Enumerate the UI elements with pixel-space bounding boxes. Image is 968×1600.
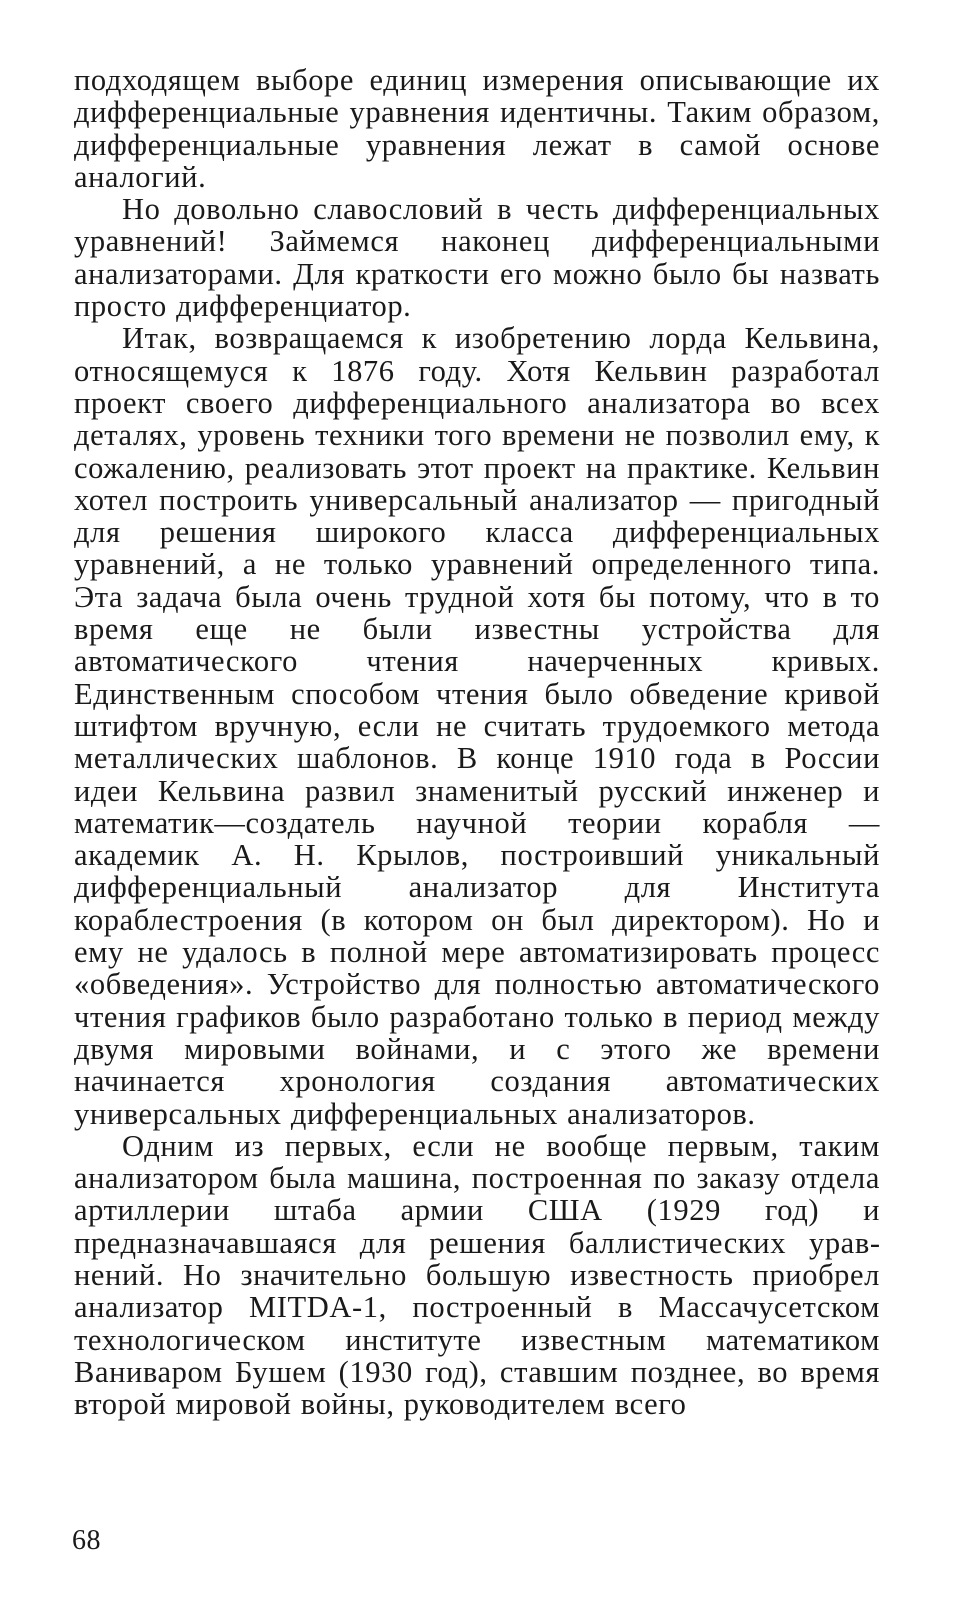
paragraph-kelvin-krylov: Итак, возвращаемся к изобретению лорда Кельвина, относящемуся к 1876 году. Хотя Кельвин разработал проект своего дифференциального анализатора во всех деталях, уровень техники того времени не позволил ему, к сожалению, реализовать этот проект на практике. Кельвин хотел построить универсальный анализатор — пригодный для решения широкого класса дифференциальных уравнений, а не только уравнений определенного типа. Эта задача была очень трудной хотя бы потому, что в то время еще не были известны устройства для автоматического чтения начерченных кривых. Единственным способом чтения было обведение кривой штифтом вручную, если не считать трудоемкого метода металлических шаблонов. В конце 1910 года в России идеи Кельвина развил знаменитый русский инженер и математик—создатель научной теории корабля — академик А. Н. Крылов, построивший уникальный дифференциальный анализатор для Института кораблестроения (в котором он был директором). Но и ему не удалось в полной мере автоматизировать процесс «обведения». Устройство для полностью автоматического чтения графиков было разработано только в период между двумя мировыми войнами, и с этого же времени начинается хронология создания автоматических универсальных дифференциальных анализаторов. bbox=[74, 321, 880, 1131]
paragraph-first-analyzers: Одним из первых, если не вообще первым, таким анализатором была машина, построенная по заказу отдела артиллерии штаба армии США (1929 год) и предназначавшаяся для решения баллистических уравнений. Но значительно большую известность приобрел анализатор MITDA-1, построенный в Массачусетском технологическом институте известным математиком Ваниваром Бушем (1930 год), ставшим позднее, во время второй мировой войны, руководителем всего bbox=[74, 1128, 880, 1422]
page-number: 68 bbox=[72, 1525, 101, 1556]
paragraph-differential-equations: Но довольно славословий в честь дифференциальных уравнений! Займемся наконец дифференциальными анализаторами. Для краткости его можно было бы назвать просто дифференциатор. bbox=[74, 192, 880, 324]
paragraph-continuation: подходящем выборе единиц измерения описывающие их дифференциальные уравнения идентичны. Таким образом, дифференциальные уравнения лежат в самой основе аналогий. bbox=[74, 63, 880, 194]
page-body bbox=[74, 64, 880, 1420]
